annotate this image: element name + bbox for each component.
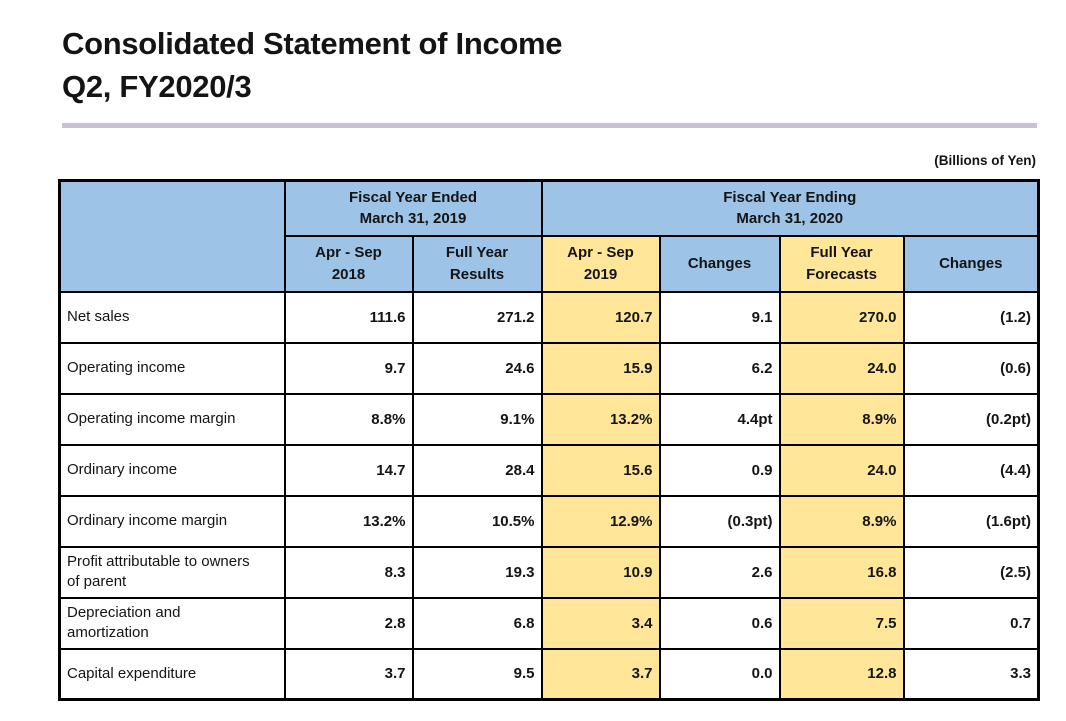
cell-value: 8.3 [285, 547, 413, 598]
table-corner-cell [60, 181, 285, 292]
cell-value: 14.7 [285, 445, 413, 496]
cell-value: 0.6 [660, 598, 780, 649]
group-header-line1: Fiscal Year Ended [348, 188, 478, 206]
column-header-line2: 2019 [583, 265, 618, 283]
cell-value: 15.9 [542, 343, 660, 394]
row-label: Ordinary income [60, 445, 285, 496]
table-row-capital-expenditure [60, 649, 1039, 700]
cell-value: (1.6pt) [904, 496, 1039, 547]
cell-value: 2.6 [660, 547, 780, 598]
cell-value: 28.4 [413, 445, 542, 496]
cell-value: (4.4) [904, 445, 1039, 496]
cell-value: 9.7 [285, 343, 413, 394]
cell-value: 3.3 [904, 649, 1039, 700]
cell-value: 3.4 [542, 598, 660, 649]
table-row-profit-attributable [60, 547, 1039, 598]
income-statement-table [58, 179, 1040, 701]
cell-value: 24.6 [413, 343, 542, 394]
cell-value: 16.8 [780, 547, 904, 598]
cell-value: 2.8 [285, 598, 413, 649]
cell-value: 19.3 [413, 547, 542, 598]
table-row-net-sales [60, 292, 1039, 343]
column-header-line2: 2018 [331, 265, 366, 283]
cell-value: 8.9% [780, 394, 904, 445]
page-title-line2: Q2, FY2020/3 [62, 69, 252, 104]
column-header-line1: Changes [687, 254, 752, 272]
column-header-apr-sep-2018 [285, 236, 413, 292]
table-group-header-row [60, 181, 1039, 236]
cell-value: 24.0 [780, 445, 904, 496]
column-header-line1: Apr - Sep [567, 243, 634, 261]
row-label: Profit attributable to owners of parent [60, 547, 285, 598]
cell-value: 0.9 [660, 445, 780, 496]
column-header-changes-fy [904, 236, 1039, 292]
cell-value: (0.3pt) [660, 496, 780, 547]
column-header-full-year-forecasts [780, 236, 904, 292]
cell-value: 12.8 [780, 649, 904, 700]
cell-value: 10.5% [413, 496, 542, 547]
cell-value: 0.0 [660, 649, 780, 700]
cell-value: 10.9 [542, 547, 660, 598]
cell-value: 9.1% [413, 394, 542, 445]
cell-value: 6.8 [413, 598, 542, 649]
cell-value: 13.2% [285, 496, 413, 547]
units-note: (Billions of Yen) [934, 153, 1036, 168]
cell-value: 12.9% [542, 496, 660, 547]
row-label: Net sales [60, 292, 285, 343]
cell-value: (0.2pt) [904, 394, 1039, 445]
group-header-line2: March 31, 2020 [736, 210, 844, 228]
cell-value: 270.0 [780, 292, 904, 343]
column-header-apr-sep-2019 [542, 236, 660, 292]
table-row-ordinary-income-margin [60, 496, 1039, 547]
column-header-line2: Results [449, 265, 505, 283]
cell-value: 13.2% [542, 394, 660, 445]
cell-value: 6.2 [660, 343, 780, 394]
cell-value: 9.1 [660, 292, 780, 343]
table-row-depreciation-amortization [60, 598, 1039, 649]
row-label: Operating income margin [60, 394, 285, 445]
row-label: Depreciation and amortization [60, 598, 285, 649]
column-header-line1: Full Year [810, 243, 873, 261]
column-header-line1: Apr - Sep [315, 243, 382, 261]
row-label: Capital expenditure [60, 649, 285, 700]
cell-value: 8.9% [780, 496, 904, 547]
group-header-line2: March 31, 2019 [359, 210, 467, 228]
cell-value: 9.5 [413, 649, 542, 700]
table-row-ordinary-income [60, 445, 1039, 496]
group-header-line1: Fiscal Year Ending [723, 188, 857, 206]
column-header-changes-h1 [660, 236, 780, 292]
column-header-full-year-results [413, 236, 542, 292]
page-title [62, 22, 562, 108]
cell-value: (0.6) [904, 343, 1039, 394]
page-title-line1: Consolidated Statement of Income [62, 26, 563, 61]
column-header-line1: Changes [939, 254, 1003, 272]
group-header-fy-ended-2019 [285, 181, 542, 236]
cell-value: (1.2) [904, 292, 1039, 343]
cell-value: 7.5 [780, 598, 904, 649]
column-header-line2: Forecasts [806, 265, 877, 283]
title-underline-rule [62, 123, 1037, 128]
table-row-operating-income [60, 343, 1039, 394]
cell-value: 24.0 [780, 343, 904, 394]
row-label: Ordinary income margin [60, 496, 285, 547]
cell-value: 120.7 [542, 292, 660, 343]
column-header-line1: Full Year [445, 243, 509, 261]
cell-value: 4.4pt [660, 394, 780, 445]
cell-value: 271.2 [413, 292, 542, 343]
cell-value: 3.7 [542, 649, 660, 700]
cell-value: 0.7 [904, 598, 1039, 649]
cell-value: 3.7 [285, 649, 413, 700]
cell-value: 8.8% [285, 394, 413, 445]
cell-value: (2.5) [904, 547, 1039, 598]
cell-value: 111.6 [285, 292, 413, 343]
row-label: Operating income [60, 343, 285, 394]
group-header-fy-ending-2020 [542, 181, 1039, 236]
cell-value: 15.6 [542, 445, 660, 496]
table-row-operating-income-margin [60, 394, 1039, 445]
